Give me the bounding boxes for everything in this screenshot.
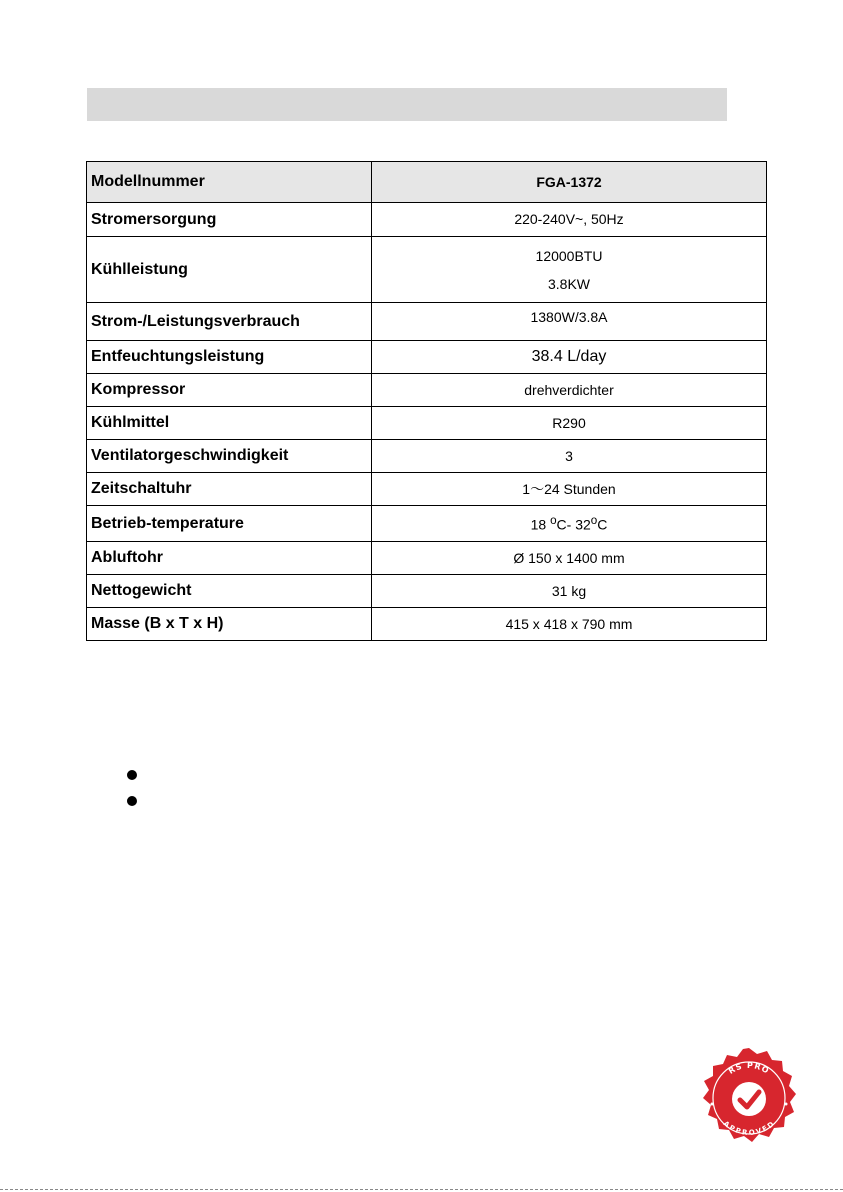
table-header-row [87,162,767,203]
row-value: 415 x 418 x 790 mm [372,608,767,641]
section-header-bar [87,88,727,121]
specification-table [86,161,767,641]
table-row [87,374,767,407]
row-label: Modellnummer [87,162,372,203]
row-label: Abluftohr [87,542,372,575]
value-line: 12000BTU [535,247,603,264]
row-value: R290 [372,407,767,440]
row-value: FGA-1372 [372,162,767,203]
table-row [87,608,767,641]
table-row [87,542,767,575]
row-label: Strom-/Leistungsverbrauch [87,303,372,341]
table-row [87,303,767,341]
bullet-point [127,770,137,780]
row-label: Ventilatorgeschwindigkeit [87,440,372,473]
row-value [372,506,767,542]
row-label: Entfeuchtungsleistung [87,341,372,374]
table-row [87,506,767,542]
value-line: 3.8KW [547,275,590,292]
row-value: 31 kg [372,575,767,608]
row-value: 220-240V~, 50Hz [372,203,767,237]
row-label: Zeitschaltuhr [87,473,372,506]
bullet-list [127,770,137,822]
rs-pro-approved-badge [697,1046,801,1150]
table-row [87,440,767,473]
row-label: Betrieb-temperature [87,506,372,542]
degree-mark: o [590,513,598,527]
dot-left [711,1103,714,1106]
table-row [87,237,767,303]
row-label: Kühlleistung [87,237,372,303]
table-row [87,341,767,374]
badge-top-text: RS PRO [726,1060,772,1076]
row-label: Kühlmittel [87,407,372,440]
table-row [87,473,767,506]
temp-unit: C [597,516,608,533]
bullet-point [127,796,137,806]
temp-min: 18 [530,516,551,533]
row-value: 1380W/3.8A [372,303,767,341]
row-value [372,237,767,303]
table-row [87,203,767,237]
table-row [87,407,767,440]
row-label: Kompressor [87,374,372,407]
dot-right [785,1103,788,1106]
row-value: 38.4 L/day [372,341,767,374]
row-label: Nettogewicht [87,575,372,608]
table-row [87,575,767,608]
row-value: drehverdichter [372,374,767,407]
check-circle [732,1082,766,1116]
row-value: 3 [372,440,767,473]
row-label: Masse (B x T x H) [87,608,372,641]
row-label: Stromersorgung [87,203,372,237]
row-value: Ø 150 x 1400 mm [372,542,767,575]
row-value: 1～24 Stunden [372,473,767,506]
bottom-dashed-rule [0,1189,843,1190]
temp-mid: C- 32 [556,516,591,533]
badge-bottom-text: APPROVED [721,1119,777,1137]
degree-mark: o [550,513,557,527]
